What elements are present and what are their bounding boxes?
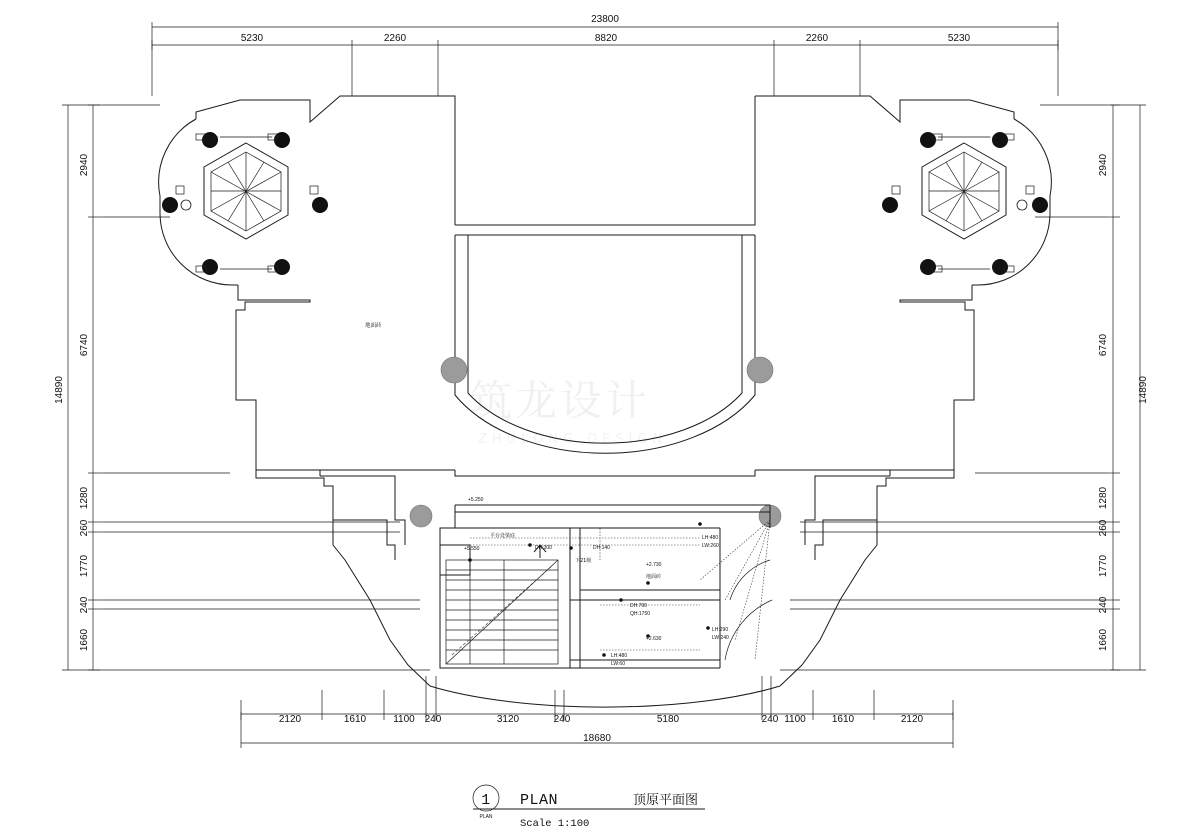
- annotation-level-2630: +2.630: [646, 636, 662, 642]
- dim-left-seg-6: 1660: [79, 628, 90, 652]
- annotation-floor-tile-mid: 地面砖: [646, 574, 662, 580]
- dim-top-overall: 23800: [591, 14, 619, 25]
- title-scale: Scale 1:100: [520, 818, 590, 830]
- right-pavilion-columns: [882, 132, 1048, 275]
- dim-right-seg-5: 240: [1098, 596, 1109, 614]
- left-pavilion: [162, 132, 328, 275]
- dim-bottom-seg-5: 240: [553, 714, 571, 725]
- annotation-lh480-lw260-l2: LW:260: [702, 543, 719, 549]
- annotation-lh290: LH:290: [712, 627, 729, 633]
- dim-right-seg-4: 1770: [1098, 554, 1109, 578]
- annotation-floor-tile-left: 地面砖: [365, 323, 382, 329]
- dim-right-overall: 14890: [1138, 376, 1149, 404]
- dim-right-seg-1: 6740: [1098, 333, 1109, 357]
- dim-bottom-seg-2: 1100: [393, 714, 415, 725]
- dim-bottom-seg-7: 240: [761, 714, 779, 725]
- title-plan-label-cn: 顶原平面图: [633, 793, 699, 808]
- right-pavilion: [882, 132, 1048, 275]
- dim-bottom-seg-4: 3120: [496, 714, 520, 725]
- title-number: 1: [481, 792, 491, 809]
- annotation-level-5550: +5.550: [464, 546, 480, 552]
- lower-detail-zone: [430, 505, 780, 707]
- dim-bottom-seg-9: 1610: [831, 714, 855, 725]
- dim-left-seg-5: 240: [79, 596, 90, 614]
- dim-left-seg-3: 260: [79, 519, 90, 537]
- watermark: [470, 376, 667, 447]
- column-left-hall: [441, 357, 467, 383]
- dim-bottom-seg-1: 1610: [343, 714, 367, 725]
- dim-top-seg-1: 2260: [383, 33, 407, 44]
- dim-right-seg-0: 2940: [1098, 153, 1109, 177]
- annotation-lh480-lw260-l1: LH:480: [702, 535, 719, 541]
- dim-top-seg-3: 2260: [805, 33, 829, 44]
- plan-annotations: [365, 321, 729, 667]
- column-right-hall: [747, 357, 773, 383]
- annotation-beam-note: 平台处梁底: [490, 533, 516, 539]
- title-bubble-label: PLAN: [479, 814, 493, 820]
- watermark-text: 筑龙设计: [470, 376, 651, 425]
- dim-bottom-overall: 18680: [583, 733, 611, 744]
- annotation-level-2730: +2.730: [646, 562, 662, 568]
- dim-right-seg-6: 1660: [1098, 628, 1109, 652]
- dim-right-seg-3: 260: [1098, 519, 1109, 537]
- annotation-lh480b: LH:480: [611, 653, 628, 659]
- left-pavilion-columns: [162, 132, 328, 275]
- dim-left-overall: 14890: [54, 376, 65, 404]
- annotation-dh-140: DH:140: [593, 545, 610, 551]
- annotation-lw240: LW:240: [712, 635, 729, 641]
- title-block: [473, 785, 705, 830]
- left-dimension-chain: [54, 105, 430, 670]
- column-left-lower: [410, 505, 432, 527]
- annotation-qh1750: QH:1750: [630, 611, 651, 617]
- annotation-dh700: DH:700: [630, 603, 647, 609]
- dim-top-seg-2: 8820: [594, 33, 618, 44]
- dim-bottom-seg-3: 240: [424, 714, 442, 725]
- top-dimension-chain: [152, 14, 1058, 96]
- dim-bottom-seg-0: 2120: [278, 714, 302, 725]
- annotation-step-note: 下21级: [575, 558, 592, 564]
- dim-left-seg-1: 6740: [79, 333, 90, 357]
- dim-right-seg-2: 1280: [1098, 486, 1109, 510]
- dim-left-seg-0: 2940: [79, 153, 90, 177]
- annotation-lw60: LW:60: [611, 661, 625, 667]
- dim-bottom-seg-8: 1100: [784, 714, 806, 725]
- bottom-dimension-chain: [241, 676, 953, 748]
- dim-top-seg-0: 5230: [240, 33, 264, 44]
- dim-top-seg-4: 5230: [947, 33, 971, 44]
- title-plan-label: PLAN: [520, 792, 559, 809]
- right-dimension-chain: [780, 105, 1149, 670]
- annotation-dh-300: DH:300: [535, 545, 552, 551]
- annotation-level-5250: +5.250: [468, 497, 484, 503]
- watermark-subtext: ZHULONG DESIGN: [478, 432, 668, 447]
- dim-bottom-seg-10: 2120: [900, 714, 924, 725]
- dim-left-seg-2: 1280: [79, 486, 90, 510]
- dim-left-seg-4: 1770: [79, 554, 90, 578]
- dim-bottom-seg-6: 5180: [656, 714, 680, 725]
- staircase: [446, 545, 558, 664]
